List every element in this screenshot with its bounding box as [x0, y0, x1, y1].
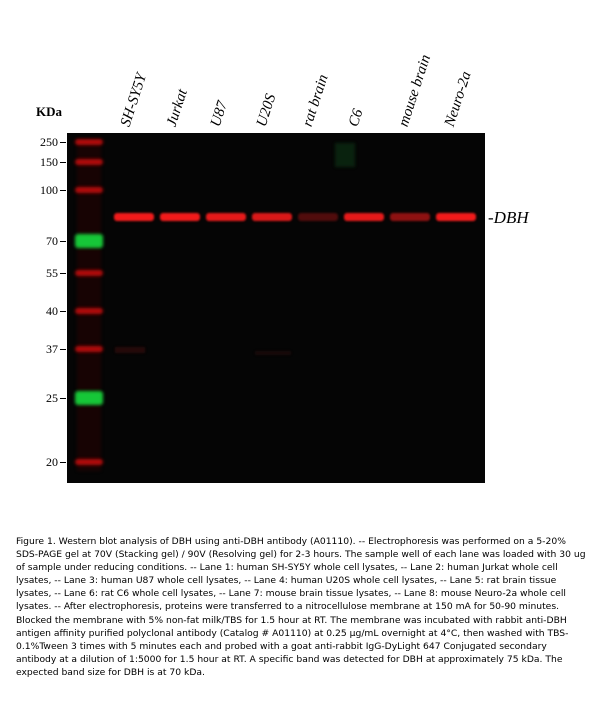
marker-band — [75, 139, 103, 145]
lane-label: Neuro-2a — [441, 69, 475, 129]
mw-label: 100 — [40, 183, 58, 197]
marker-band — [75, 459, 103, 465]
marker-band — [75, 159, 103, 165]
mw-label: 40 — [46, 304, 58, 318]
lane-label: Jurkat — [163, 87, 191, 129]
lane-label: U20S — [253, 92, 280, 129]
marker-band — [75, 346, 103, 352]
marker-band — [75, 308, 103, 314]
lane-label: C6 — [345, 107, 367, 129]
lane-label: rat brain — [299, 72, 332, 129]
dbh-band — [390, 213, 430, 221]
dbh-band — [160, 213, 200, 221]
mw-tick — [60, 162, 66, 163]
dbh-band — [252, 213, 292, 221]
marker-band — [75, 391, 103, 405]
dbh-band — [114, 213, 154, 221]
mw-label: 150 — [40, 155, 58, 169]
mw-label: 250 — [40, 135, 58, 149]
dbh-band-label: -DBH — [488, 208, 529, 227]
mw-tick — [60, 349, 66, 350]
mw-tick — [60, 398, 66, 399]
dbh-band — [436, 213, 476, 221]
mw-label: 70 — [46, 234, 58, 248]
marker-band — [75, 234, 103, 248]
mw-tick — [60, 142, 66, 143]
marker-band — [75, 187, 103, 193]
mw-tick — [60, 311, 66, 312]
dbh-band — [344, 213, 384, 221]
lane-label: U87 — [207, 99, 232, 129]
kda-axis-title: KDa — [36, 104, 62, 119]
marker-band — [75, 270, 103, 276]
mw-tick — [60, 241, 66, 242]
dbh-bands — [114, 213, 476, 221]
blot-svg — [67, 133, 485, 483]
figure-caption: Figure 1. Western blot analysis of DBH using anti-DBH antibody (A01110). -- Electrophoresis was performed on a 5-20% SDS-PAGE gel at 70V (Stacking gel) / 90V (Resolving gel) for 2-3 hours. The sample well of each lane was loaded with 30 ug of sample under reducing conditions. -- Lane 1: human SH-SY5Y whole cell lysates, -- Lane 2: human Jurkat whole cell lysates, -- Lane 3: human U87 whole cell lysates, -- Lane 4: human U20S whole cell lysates, -- Lane 5: rat brain tissue lysates, -- Lane 6: rat C6 whole cell lysates, -- Lane 7: mouse brain tissue lysates, -- Lane 8: mouse Neuro-2a whole cell lysates. -- After electrophoresis, proteins were transferred to a nitrocellulose membrane at 150 mA for 50-90 minutes. Blocked the membrane with 5% non-fat milk/TBS for 1.5 hour at RT. The membrane was incubated with rabbit anti-DBH antigen affinity purified polyclonal antibody (Catalog # A01110) at 0.25 µg/mL overnight at 4°C, then washed with TBS-0.1%Tween 3 times with 5 minutes each and probed with a goat anti-rabbit IgG-DyLight 647 Conjugated secondary antibody at a dilution of 1:5000 for 1.5 hour at RT. A specific band was detected for DBH at approximately 75 kDa. The expected band size for DBH is at 70 kDa. — [16, 536, 586, 678]
mw-tick — [60, 273, 66, 274]
mw-label: 55 — [46, 266, 58, 280]
marker-ladder — [75, 139, 103, 471]
faint-artifacts — [115, 143, 355, 355]
lane-label: SH-SY5Y — [117, 71, 151, 129]
dbh-band — [206, 213, 246, 221]
mw-label: 25 — [46, 391, 58, 405]
mw-tick — [60, 190, 66, 191]
mw-tick — [60, 462, 66, 463]
dbh-band — [298, 213, 338, 221]
mw-label: 20 — [46, 455, 58, 469]
lane-label: mouse brain — [395, 52, 435, 129]
blot-image — [67, 133, 485, 483]
mw-label: 37 — [46, 342, 58, 356]
